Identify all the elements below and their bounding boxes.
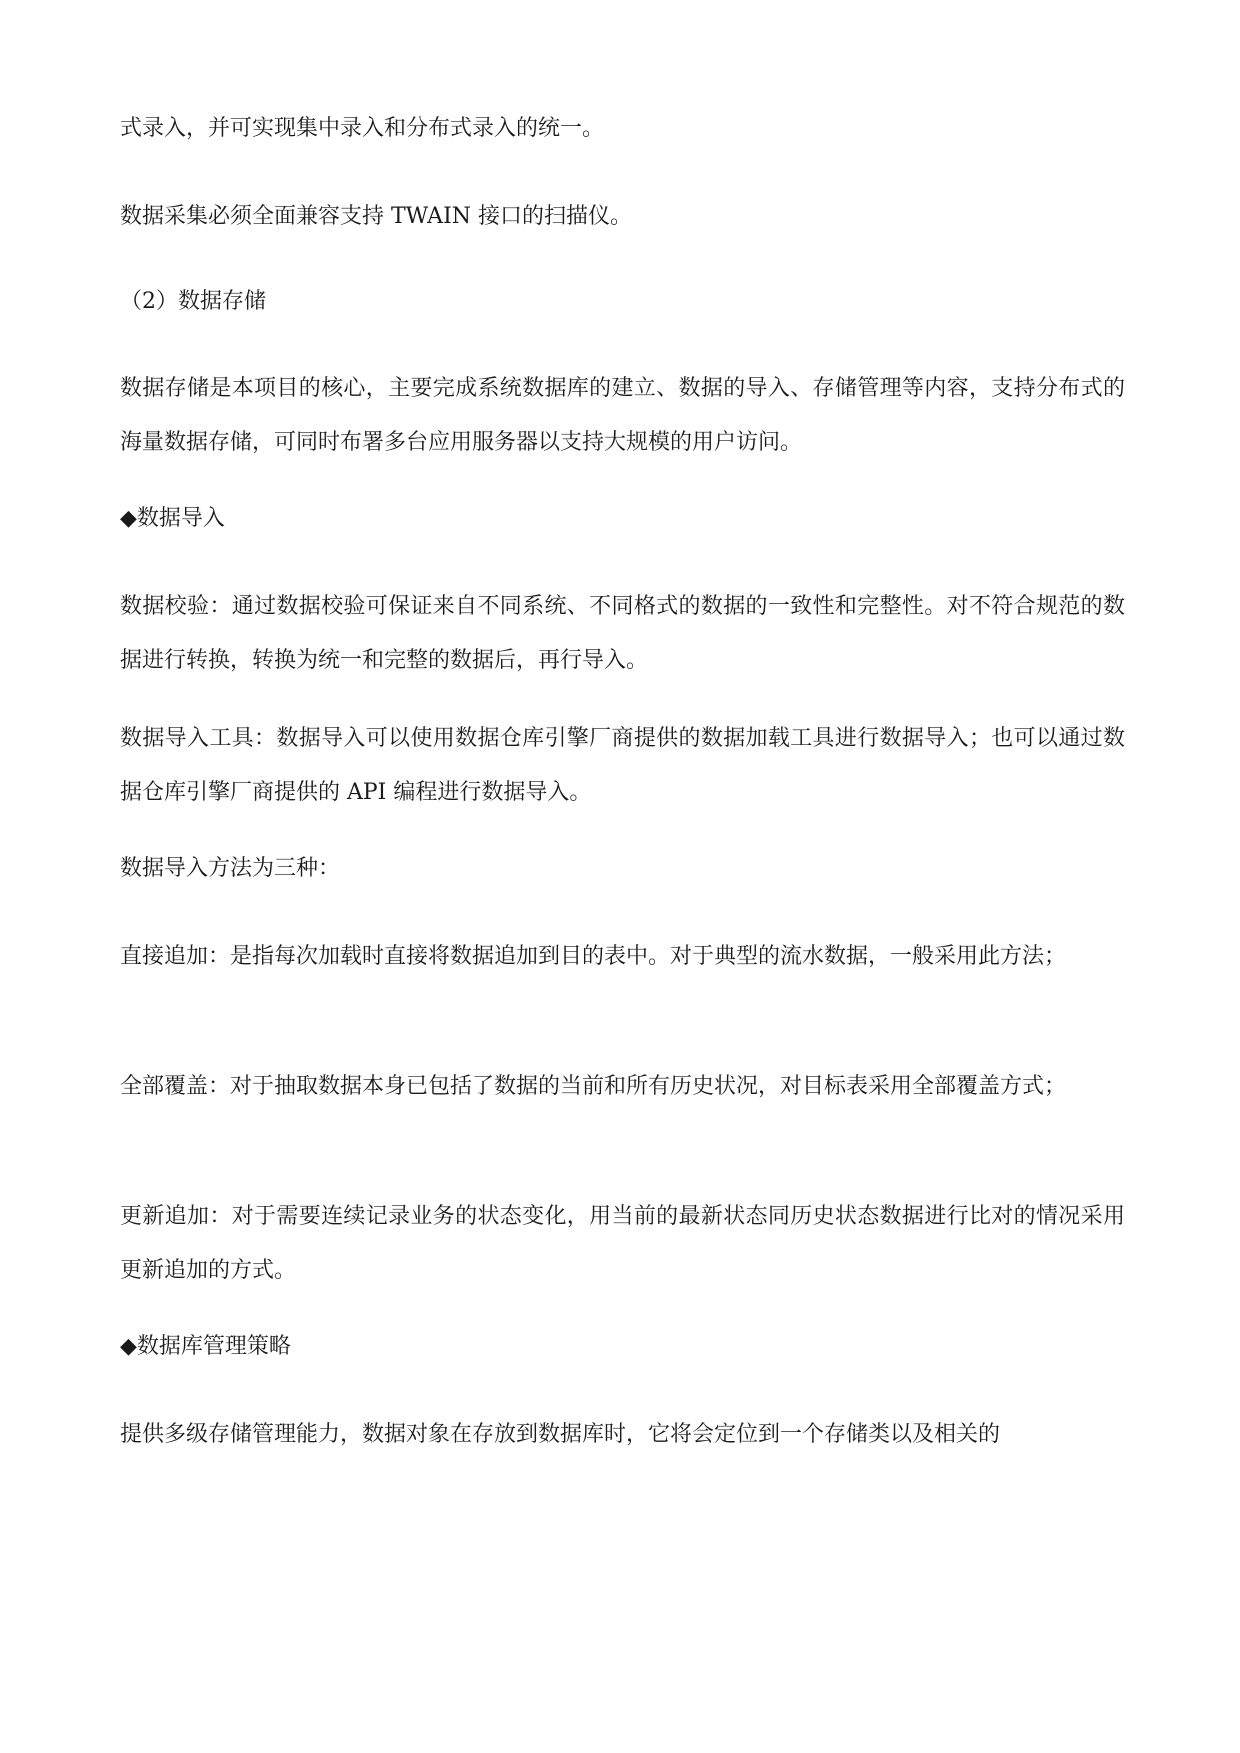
paragraph-update-append: 更新追加：对于需要连续记录业务的状态变化，用当前的最新状态同历史状态数据进行比对的情况采用更新追加的方式。: [120, 1204, 1125, 1283]
paragraph-data-validation: 数据校验：通过数据校验可保证来自不同系统、不同格式的数据的一致性和完整性。对不符合规范的数据进行转换，转换为统一和完整的数据后，再行导入。: [120, 594, 1125, 673]
paragraph-input-summary: 式录入，并可实现集中录入和分布式录入的统一。: [120, 116, 605, 141]
paragraph-full-overwrite: 全部覆盖：对于抽取数据本身已包括了数据的当前和所有历史状况，对目标表采用全部覆盖方式；: [120, 1074, 1067, 1099]
subheading-data-import: ◆数据导入: [120, 506, 225, 531]
paragraph-multilevel-storage: 提供多级存储管理能力，数据对象在存放到数据库时，它将会定位到一个存储类以及相关的: [120, 1422, 1001, 1447]
paragraph-import-methods: 数据导入方法为三种：: [120, 856, 341, 881]
paragraph-storage-overview: 数据存储是本项目的核心，主要完成系统数据库的建立、数据的导入、存储管理等内容，支持分布式的海量数据存储，可同时布署多台应用服务器以支持大规模的用户访问。: [120, 376, 1125, 455]
subheading-db-management: ◆数据库管理策略: [120, 1334, 291, 1359]
section-heading-data-storage: （2）数据存储: [120, 289, 266, 314]
paragraph-scanner-support: 数据采集必须全面兼容支持 TWAIN 接口的扫描仪。: [120, 204, 633, 229]
paragraph-import-tools: 数据导入工具：数据导入可以使用数据仓库引擎厂商提供的数据加载工具进行数据导入；也可以通过数据仓库引擎厂商提供的 API 编程进行数据导入。: [120, 726, 1125, 805]
paragraph-direct-append: 直接追加：是指每次加载时直接将数据追加到目的表中。对于典型的流水数据，一般采用此方法；: [120, 944, 1067, 969]
